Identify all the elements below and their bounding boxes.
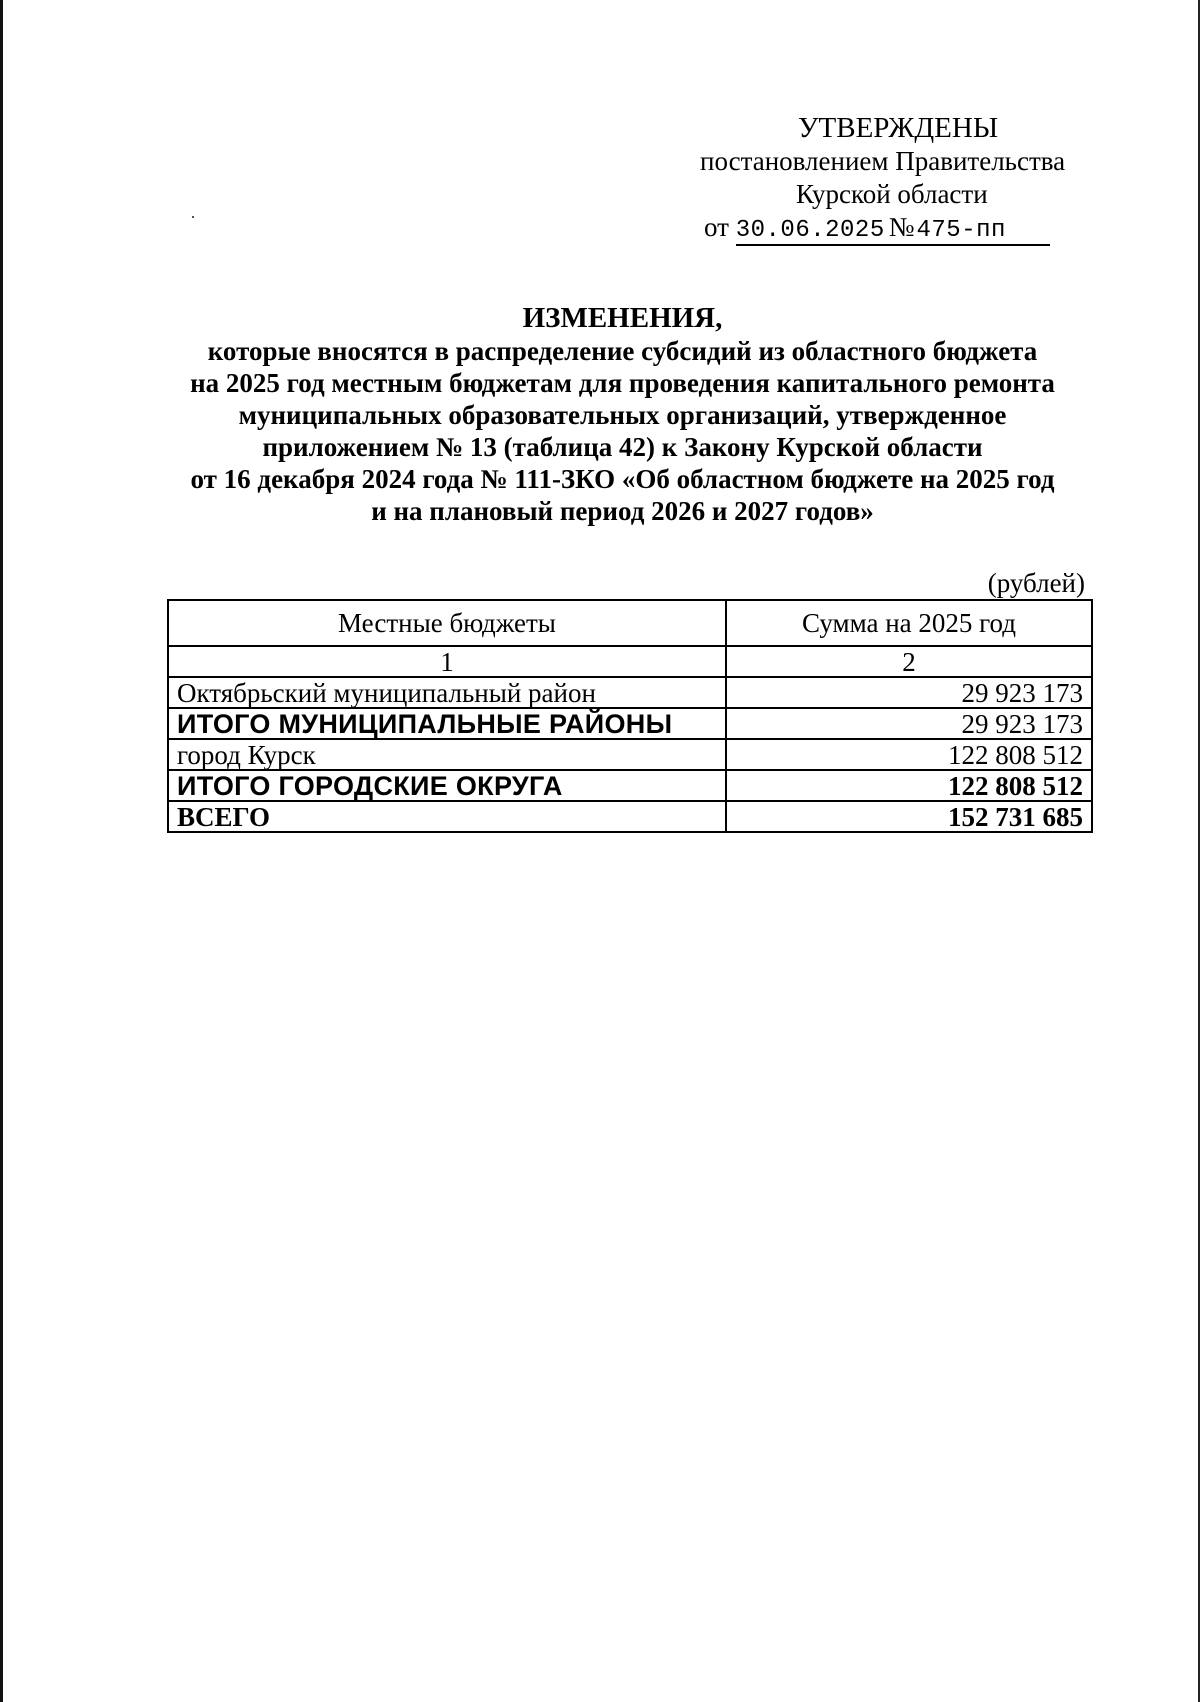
unit-label: (рублей) (987, 568, 1085, 598)
table-column-number-row (168, 646, 1092, 677)
approval-stamp (680, 112, 1100, 246)
header-amount: Сумма на 2025 год (726, 600, 1092, 646)
budget-table (167, 599, 1093, 833)
document-title-line: на 2025 год местным бюджетам для проведения капитального ремонта (190, 368, 1055, 398)
header-local-budgets: Местные бюджеты (168, 600, 726, 646)
row-amount: 29 923 173 (726, 677, 1092, 708)
scan-edge-left (0, 0, 3, 1702)
row-name: город Курск (168, 739, 726, 770)
approval-from-label: от (704, 212, 729, 242)
approval-date: 30.06.2025 (736, 218, 889, 246)
row-amount-grand-total: 152 731 685 (726, 801, 1092, 832)
column-number: 1 (168, 646, 726, 677)
document-title (150, 302, 1095, 527)
document-title-line: которые вносятся в распределение субсидий из областного бюджета (207, 336, 1038, 366)
document-title-line: и на плановый период 2026 и 2027 годов» (371, 496, 874, 526)
row-name-grand-total: ВСЕГО (168, 801, 726, 832)
approval-line-decree: постановлением Правительства (700, 146, 1066, 176)
approval-number-field (889, 214, 1050, 246)
table-row (168, 708, 1092, 739)
table-row (168, 739, 1092, 770)
document-title-line: от 16 декабря 2024 года № 111-ЗКО «Об областном бюджете на 2025 год (190, 464, 1055, 494)
column-number: 2 (726, 646, 1092, 677)
document-title-line: приложением № 13 (таблица 42) к Закону Курской области (262, 432, 983, 462)
scan-speck (192, 216, 194, 218)
approval-line-region: Курской области (796, 179, 988, 209)
approval-title: УТВЕРЖДЕНЫ (798, 112, 999, 144)
table-row (168, 801, 1092, 832)
table-row (168, 677, 1092, 708)
document-heading: ИЗМЕНЕНИЯ, (522, 302, 723, 334)
row-amount: 122 808 512 (726, 739, 1092, 770)
row-amount: 29 923 173 (726, 708, 1092, 739)
approval-date-line (680, 211, 1100, 246)
table-header-row (168, 600, 1092, 646)
row-amount-total: 122 808 512 (726, 770, 1092, 801)
approval-number: 475-пп (916, 217, 1006, 244)
row-name-total: ИТОГО МУНИЦИПАЛЬНЫЕ РАЙОНЫ (168, 708, 726, 739)
row-name: Октябрьский муниципальный район (168, 677, 726, 708)
document-title-line: муниципальных образовательных организаций, утвержденное (238, 400, 1007, 430)
table-row (168, 770, 1092, 801)
row-name-total: ИТОГО ГОРОДСКИЕ ОКРУГА (168, 770, 726, 801)
approval-number-label: № (888, 212, 915, 242)
